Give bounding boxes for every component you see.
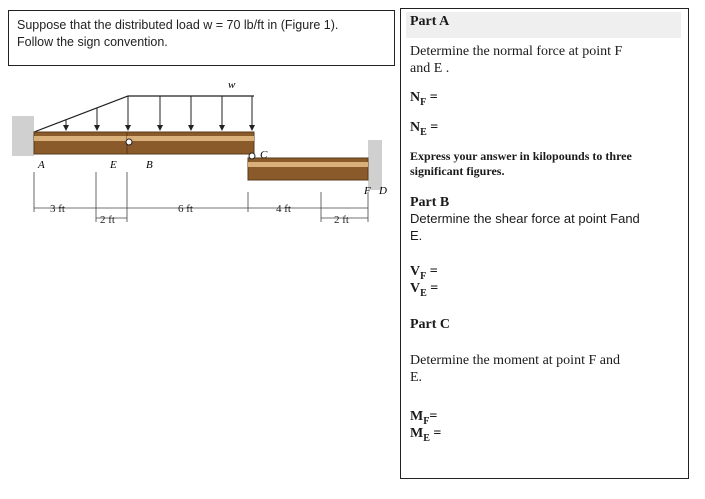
beam-ab-highlight bbox=[34, 136, 127, 141]
load-label: w bbox=[228, 79, 236, 91]
dim-3ft: 3 ft bbox=[50, 203, 65, 215]
question-panel bbox=[400, 8, 689, 479]
point-f-label: F bbox=[364, 185, 371, 197]
nf-equals: = bbox=[426, 90, 438, 105]
mf-symbol: M bbox=[410, 409, 424, 424]
beam-bc bbox=[127, 132, 254, 154]
part-c-header: Part C bbox=[410, 317, 451, 332]
ne-equals: = bbox=[426, 120, 439, 135]
beam-bc-highlight bbox=[127, 136, 254, 141]
dim-2ft-f: 2 ft bbox=[334, 214, 349, 226]
part-a-prompt-line-1: Determine the normal force at point F bbox=[410, 44, 623, 59]
ne-symbol: N bbox=[410, 120, 421, 135]
mf-subscript: F bbox=[423, 415, 430, 427]
nf-answer-label[interactable] bbox=[410, 89, 438, 111]
part-a-instruction: Express your answer in kilopounds to three significant figures. bbox=[410, 149, 632, 178]
ve-subscript: E bbox=[420, 287, 427, 299]
vf-subscript: F bbox=[420, 270, 427, 282]
load-outline bbox=[34, 96, 254, 132]
vf-equals: = bbox=[426, 264, 438, 279]
point-a-label: A bbox=[38, 159, 45, 171]
ve-answer-label[interactable] bbox=[410, 280, 438, 302]
dim-6ft: 6 ft bbox=[178, 203, 193, 215]
mf-equals: = bbox=[429, 409, 438, 424]
me-answer-label[interactable] bbox=[410, 425, 441, 447]
part-c-prompt-line-2: E. bbox=[410, 370, 423, 385]
part-a-prompt bbox=[410, 43, 622, 77]
ve-equals: = bbox=[426, 281, 439, 296]
problem-statement bbox=[8, 10, 395, 66]
me-symbol: M bbox=[410, 426, 424, 441]
point-b-label: B bbox=[146, 159, 153, 171]
point-d-label: D bbox=[379, 185, 387, 197]
pin-c bbox=[249, 153, 255, 159]
problem-line-2: Follow the sign convention. bbox=[17, 35, 168, 49]
ve-symbol: V bbox=[410, 281, 421, 296]
me-subscript: E bbox=[423, 432, 430, 444]
right-wall bbox=[368, 140, 382, 190]
part-c-prompt bbox=[410, 352, 620, 386]
point-c-label: C bbox=[260, 149, 268, 161]
part-a-header: Part A bbox=[406, 12, 681, 38]
pin-b bbox=[126, 139, 132, 145]
beam-cd-highlight bbox=[248, 162, 368, 167]
part-b-prompt-line-1: Determine the shear force at point Fand bbox=[410, 211, 640, 226]
dim-4ft: 4 ft bbox=[276, 203, 291, 215]
me-equals: = bbox=[429, 426, 442, 441]
part-b-header: Part B bbox=[410, 195, 450, 210]
part-b-prompt bbox=[410, 210, 640, 244]
part-c-prompt-line-1: Determine the moment at point F and bbox=[410, 353, 620, 368]
left-wall bbox=[12, 116, 34, 156]
nf-subscript: F bbox=[420, 96, 427, 108]
part-b-prompt-line-2: E. bbox=[410, 228, 423, 243]
beam-figure[interactable] bbox=[8, 72, 398, 232]
point-e-label: E bbox=[110, 159, 117, 171]
dim-2ft-e: 2 ft bbox=[100, 214, 115, 226]
ne-answer-label[interactable] bbox=[410, 119, 438, 141]
problem-line-1: Suppose that the distributed load w = 70 lb/ft in (Figure 1). bbox=[17, 18, 339, 32]
part-a-prompt-line-2: and E . bbox=[410, 61, 450, 76]
beam-ab bbox=[34, 132, 127, 154]
ne-subscript: E bbox=[420, 126, 427, 138]
beam-cd bbox=[248, 158, 368, 180]
nf-symbol: N bbox=[410, 90, 421, 105]
vf-symbol: V bbox=[410, 264, 421, 279]
